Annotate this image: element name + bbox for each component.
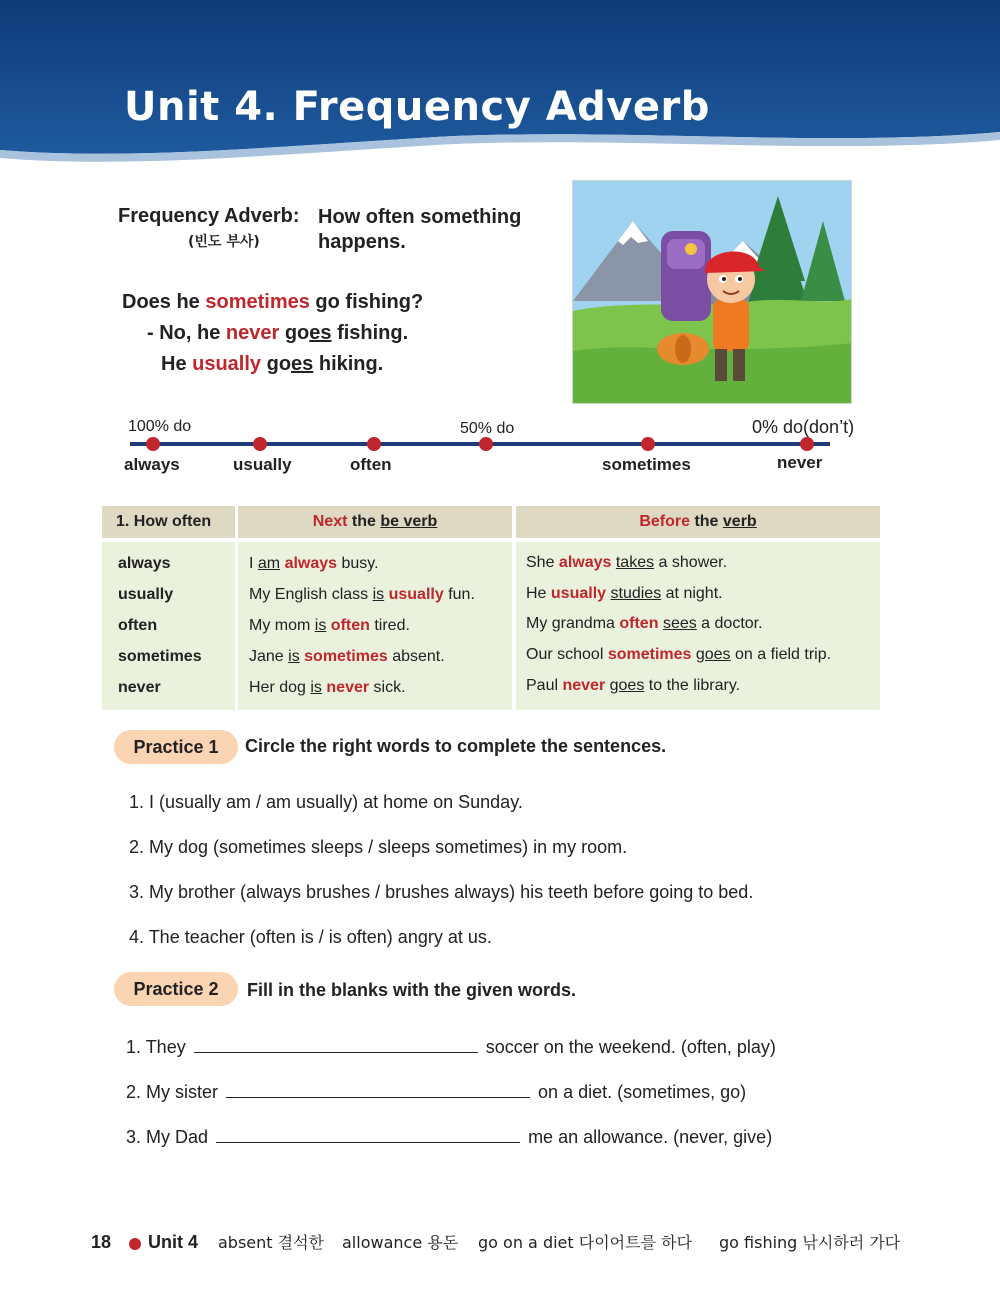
table-column-be-verb [238,542,512,710]
table-be-example: I am always busy. [249,555,379,572]
practice-2-item: 2. My sister on a diet. (sometimes, go) [126,1082,747,1102]
scale-word-often: often [350,455,392,474]
table-adverb: always [118,555,171,572]
page-number: 18 [91,1232,112,1252]
practice-2-item: 3. My Dad me an allowance. (never, give) [126,1127,773,1147]
hiker-illustration [572,180,852,404]
table-adverb: often [118,617,158,634]
scale-dot-often [367,437,381,451]
table-header-be-verb: Next the be verb [238,506,512,538]
table-be-example: Her dog is never sick. [249,679,406,696]
glossary-entry: absent 결석한 [218,1233,325,1252]
scale-label-0: 0% do(don’t) [752,417,855,437]
adverb-position-table [102,506,880,710]
scale-dot-usually [253,437,267,451]
scale-label-100: 100% do [128,418,192,435]
definition-korean: (빈도 부사) [188,234,260,250]
table-adverb: usually [118,586,174,603]
scale-dot-never [800,437,814,451]
scale-word-never: never [777,453,823,472]
practice-2-instruction: Fill in the blanks with the given words. [247,980,577,1000]
scale-word-sometimes: sometimes [602,455,691,474]
example-adverb: usually [192,353,262,375]
practice-1-item: 4. The teacher (often is / is often) angry at us. [129,927,492,947]
practice-1-instruction: Circle the right words to complete the sentences. [245,736,667,756]
table-be-example: Jane is sometimes absent. [249,648,445,665]
scale-dot-always [146,437,160,451]
example-adverb: never [225,322,280,344]
page-title: Unit 4. Frequency Adverb [124,84,710,130]
table-verb-example: Paul never goes to the library. [526,677,741,694]
table-column-verb [516,542,880,710]
practice-1-item: 1. I (usually am / am usually) at home on Sunday. [129,792,523,812]
table-column-adverbs [102,542,235,710]
practice-2-item: 1. They soccer on the weekend. (often, play) [126,1037,776,1057]
footer-unit-label: Unit 4 [148,1232,199,1252]
table-adverb: never [118,679,161,696]
table-header-verb: Before the verb [516,506,880,538]
scale-label-50: 50% do [460,420,515,437]
example-answer-1: - No, he never goes fishing. [147,322,409,344]
footer-bullet-icon [129,1238,141,1250]
scale-word-usually: usually [233,455,292,474]
table-verb-example: Our school sometimes goes on a field trip. [526,646,832,663]
answer-blank[interactable] [216,1125,520,1143]
scale-dot-midpoint [479,437,493,451]
glossary-entry: allowance 용돈 [342,1233,459,1252]
example-question: Does he sometimes go fishing? [122,291,424,313]
definition-text: How often something happens. [318,206,522,253]
definition-term: Frequency Adverb: [118,205,300,227]
frequency-scale [100,410,900,490]
answer-blank[interactable] [226,1080,530,1098]
table-be-example: My English class is usually fun. [249,586,475,603]
practice-1-item: 3. My brother (always brushes / brushes always) his teeth before going to bed. [129,882,754,902]
header-banner [0,0,1000,170]
table-verb-example: He usually studies at night. [526,585,723,602]
practice-1-item: 2. My dog (sometimes sleeps / sleeps sometimes) in my room. [129,837,628,857]
table-adverb: sometimes [118,648,202,665]
example-answer-2: He usually goes hiking. [161,353,384,375]
table-verb-example: She always takes a shower. [526,554,728,571]
glossary-entry: go on a diet 다이어트를 하다 [478,1233,693,1252]
table-verb-example: My grandma often sees a doctor. [526,615,763,632]
practice-2-label: Practice 2 [114,972,238,1006]
glossary-entry: go fishing 낚시하러 가다 [719,1233,901,1252]
table-header-how-often: 1. How often [102,506,235,538]
scale-dot-sometimes [641,437,655,451]
answer-blank[interactable] [194,1035,478,1053]
table-be-example: My mom is often tired. [249,617,410,634]
practice-1-label: Practice 1 [114,730,238,764]
scale-word-always: always [124,455,180,474]
example-adverb: sometimes [205,291,310,313]
